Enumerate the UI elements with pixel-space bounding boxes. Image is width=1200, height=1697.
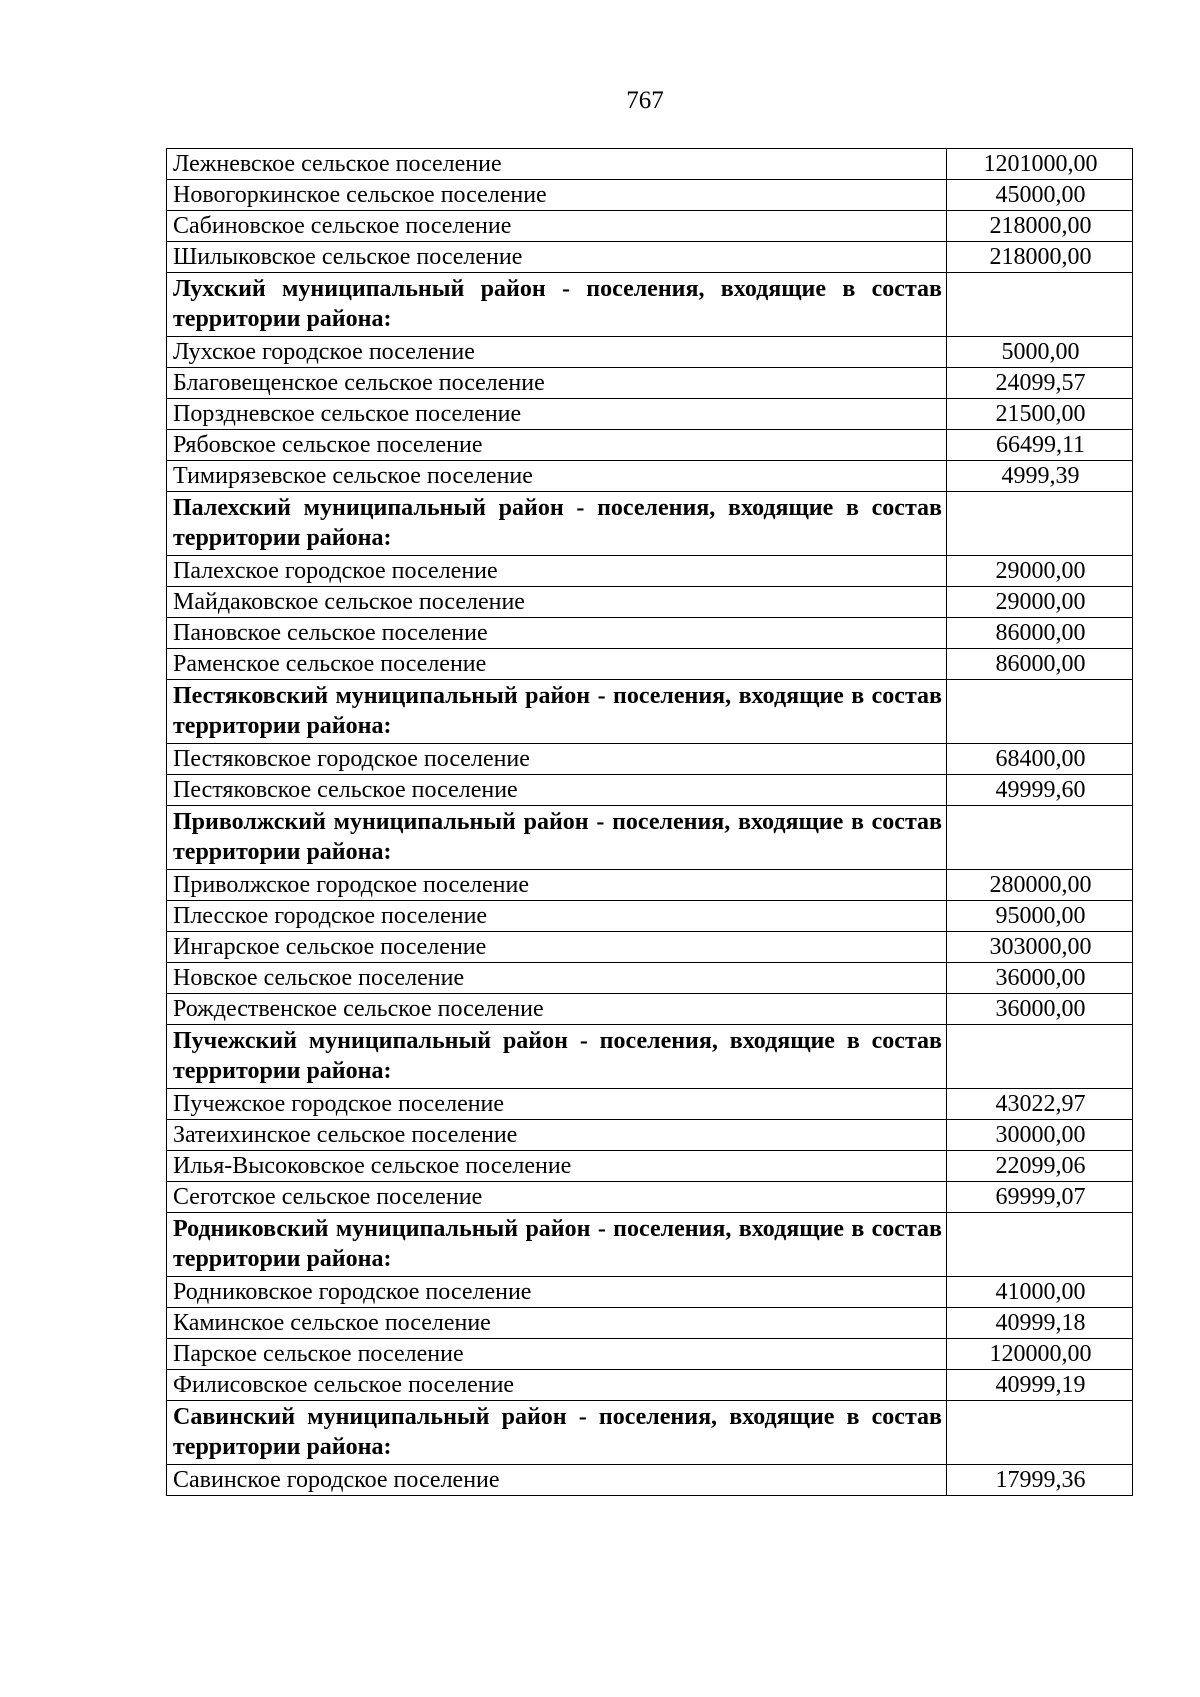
settlement-name-cell: Благовещенское сельское поселение — [167, 368, 947, 399]
amount-cell: 86000,00 — [947, 649, 1133, 680]
district-name-cell: Палехский муниципальный район - поселения, входящие в состав территории района: — [167, 492, 947, 556]
district-name-cell: Савинский муниципальный район - поселения, входящие в состав территории района: — [167, 1401, 947, 1465]
settlement-name-cell: Каминское сельское поселение — [167, 1308, 947, 1339]
table-row — [167, 1120, 1133, 1151]
district-name-cell: Приволжский муниципальный район - поселения, входящие в состав территории района: — [167, 806, 947, 870]
amount-cell: 24099,57 — [947, 368, 1133, 399]
settlement-name-cell: Рябовское сельское поселение — [167, 430, 947, 461]
settlement-name-cell: Порздневское сельское поселение — [167, 399, 947, 430]
table-row — [167, 870, 1133, 901]
amount-cell — [947, 680, 1133, 744]
table-row — [167, 211, 1133, 242]
settlement-name-cell: Парское сельское поселение — [167, 1339, 947, 1370]
settlement-name-cell: Ингарское сельское поселение — [167, 932, 947, 963]
amount-cell: 303000,00 — [947, 932, 1133, 963]
amount-cell: 86000,00 — [947, 618, 1133, 649]
amount-cell: 66499,11 — [947, 430, 1133, 461]
settlement-name-cell: Родниковское городское поселение — [167, 1277, 947, 1308]
amount-cell — [947, 1401, 1133, 1465]
amount-cell: 29000,00 — [947, 587, 1133, 618]
amount-cell: 4999,39 — [947, 461, 1133, 492]
settlement-name-cell: Пановское сельское поселение — [167, 618, 947, 649]
settlement-name-cell: Лежневское сельское поселение — [167, 149, 947, 180]
settlement-name-cell: Сабиновское сельское поселение — [167, 211, 947, 242]
table-row — [167, 430, 1133, 461]
district-header-row — [167, 680, 1133, 744]
settlement-name-cell: Тимирязевское сельское поселение — [167, 461, 947, 492]
amount-cell — [947, 1213, 1133, 1277]
settlement-name-cell: Пестяковское сельское поселение — [167, 775, 947, 806]
settlement-name-cell: Новогоркинское сельское поселение — [167, 180, 947, 211]
settlement-name-cell: Савинское городское поселение — [167, 1465, 947, 1496]
settlement-name-cell: Илья-Высоковское сельское поселение — [167, 1151, 947, 1182]
table-row — [167, 1089, 1133, 1120]
district-header-row — [167, 1213, 1133, 1277]
amount-cell: 22099,06 — [947, 1151, 1133, 1182]
amount-cell: 218000,00 — [947, 242, 1133, 273]
amount-cell: 36000,00 — [947, 994, 1133, 1025]
table-row — [167, 618, 1133, 649]
settlement-name-cell: Шилыковское сельское поселение — [167, 242, 947, 273]
amount-cell: 17999,36 — [947, 1465, 1133, 1496]
settlement-name-cell: Палехское городское поселение — [167, 556, 947, 587]
page-number: 767 — [626, 87, 664, 114]
amount-cell: 30000,00 — [947, 1120, 1133, 1151]
amount-cell: 49999,60 — [947, 775, 1133, 806]
district-name-cell: Родниковский муниципальный район - поселения, входящие в состав территории района: — [167, 1213, 947, 1277]
table-row — [167, 242, 1133, 273]
district-header-row — [167, 273, 1133, 337]
amount-cell: 40999,19 — [947, 1370, 1133, 1401]
district-name-cell: Пучежский муниципальный район - поселения, входящие в состав территории района: — [167, 1025, 947, 1089]
table-row — [167, 337, 1133, 368]
table-row — [167, 1182, 1133, 1213]
amount-cell: 68400,00 — [947, 744, 1133, 775]
table-row — [167, 368, 1133, 399]
amount-cell: 29000,00 — [947, 556, 1133, 587]
district-header-row — [167, 492, 1133, 556]
amount-cell: 40999,18 — [947, 1308, 1133, 1339]
amount-cell: 21500,00 — [947, 399, 1133, 430]
table-row — [167, 399, 1133, 430]
district-name-cell: Лухский муниципальный район - поселения, входящие в состав территории района: — [167, 273, 947, 337]
table-row — [167, 461, 1133, 492]
settlements-table — [166, 148, 1133, 1496]
amount-cell: 120000,00 — [947, 1339, 1133, 1370]
amount-cell: 95000,00 — [947, 901, 1133, 932]
amount-cell: 280000,00 — [947, 870, 1133, 901]
amount-cell — [947, 273, 1133, 337]
settlement-name-cell: Филисовское сельское поселение — [167, 1370, 947, 1401]
table-row — [167, 149, 1133, 180]
amount-cell — [947, 492, 1133, 556]
table-row — [167, 901, 1133, 932]
settlement-name-cell: Приволжское городское поселение — [167, 870, 947, 901]
table-row — [167, 649, 1133, 680]
settlement-name-cell: Майдаковское сельское поселение — [167, 587, 947, 618]
amount-cell: 36000,00 — [947, 963, 1133, 994]
table-row — [167, 744, 1133, 775]
district-name-cell: Пестяковский муниципальный район - поселения, входящие в состав территории района: — [167, 680, 947, 744]
table-row — [167, 1308, 1133, 1339]
settlement-name-cell: Рождественское сельское поселение — [167, 994, 947, 1025]
table-row — [167, 994, 1133, 1025]
settlement-name-cell: Новское сельское поселение — [167, 963, 947, 994]
table-row — [167, 963, 1133, 994]
table-row — [167, 1370, 1133, 1401]
amount-cell: 41000,00 — [947, 1277, 1133, 1308]
amount-cell: 45000,00 — [947, 180, 1133, 211]
amount-cell: 5000,00 — [947, 337, 1133, 368]
amount-cell: 69999,07 — [947, 1182, 1133, 1213]
table-row — [167, 556, 1133, 587]
amount-cell: 1201000,00 — [947, 149, 1133, 180]
table-row — [167, 180, 1133, 211]
table-body — [167, 149, 1133, 1496]
settlement-name-cell: Затеихинское сельское поселение — [167, 1120, 947, 1151]
settlement-name-cell: Пучежское городское поселение — [167, 1089, 947, 1120]
table-row — [167, 775, 1133, 806]
table-row — [167, 932, 1133, 963]
settlement-name-cell: Лухское городское поселение — [167, 337, 947, 368]
amount-cell: 43022,97 — [947, 1089, 1133, 1120]
table-row — [167, 587, 1133, 618]
amount-cell — [947, 806, 1133, 870]
settlement-name-cell: Пестяковское городское поселение — [167, 744, 947, 775]
table-row — [167, 1465, 1133, 1496]
settlement-name-cell: Плесское городское поселение — [167, 901, 947, 932]
table-row — [167, 1151, 1133, 1182]
settlement-name-cell: Раменское сельское поселение — [167, 649, 947, 680]
amount-cell: 218000,00 — [947, 211, 1133, 242]
district-header-row — [167, 806, 1133, 870]
district-header-row — [167, 1401, 1133, 1465]
amount-cell — [947, 1025, 1133, 1089]
table-row — [167, 1277, 1133, 1308]
district-header-row — [167, 1025, 1133, 1089]
table-row — [167, 1339, 1133, 1370]
settlement-name-cell: Сеготское сельское поселение — [167, 1182, 947, 1213]
